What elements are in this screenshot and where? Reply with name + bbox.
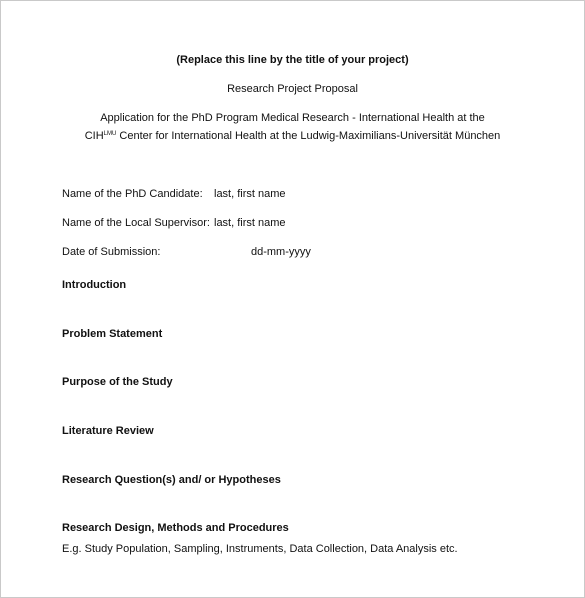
section-literature-review: Literature Review xyxy=(62,425,154,437)
research-design-note: E.g. Study Population, Sampling, Instruments, Data Collection, Data Analysis etc. xyxy=(62,543,458,555)
supervisor-label: Name of the Local Supervisor: xyxy=(62,217,210,229)
document-title: (Replace this line by the title of your project) xyxy=(176,54,409,66)
application-line-1: Application for the PhD Program Medical Research - International Health at the xyxy=(100,112,485,124)
submission-label: Date of Submission: xyxy=(62,246,161,258)
candidate-value: last, first name xyxy=(214,188,286,200)
supervisor-value: last, first name xyxy=(214,217,286,229)
section-research-questions: Research Question(s) and/ or Hypotheses xyxy=(62,474,281,486)
application-line-2-superscript: LMU xyxy=(103,131,117,137)
application-line-2 xyxy=(1,129,584,143)
submission-value: dd-mm-yyyy xyxy=(251,246,311,258)
section-problem-statement: Problem Statement xyxy=(62,328,163,340)
candidate-label: Name of the PhD Candidate: xyxy=(62,188,203,200)
document-subtitle: Research Project Proposal xyxy=(227,83,358,95)
section-research-design: Research Design, Methods and Procedures xyxy=(62,522,289,534)
application-line-2-prefix: CIH xyxy=(84,130,104,142)
section-introduction: Introduction xyxy=(62,279,127,291)
section-purpose: Purpose of the Study xyxy=(62,376,173,388)
application-line-2-rest: Center for International Health at the Ludwig-Maximilians-Universität München xyxy=(116,130,501,142)
